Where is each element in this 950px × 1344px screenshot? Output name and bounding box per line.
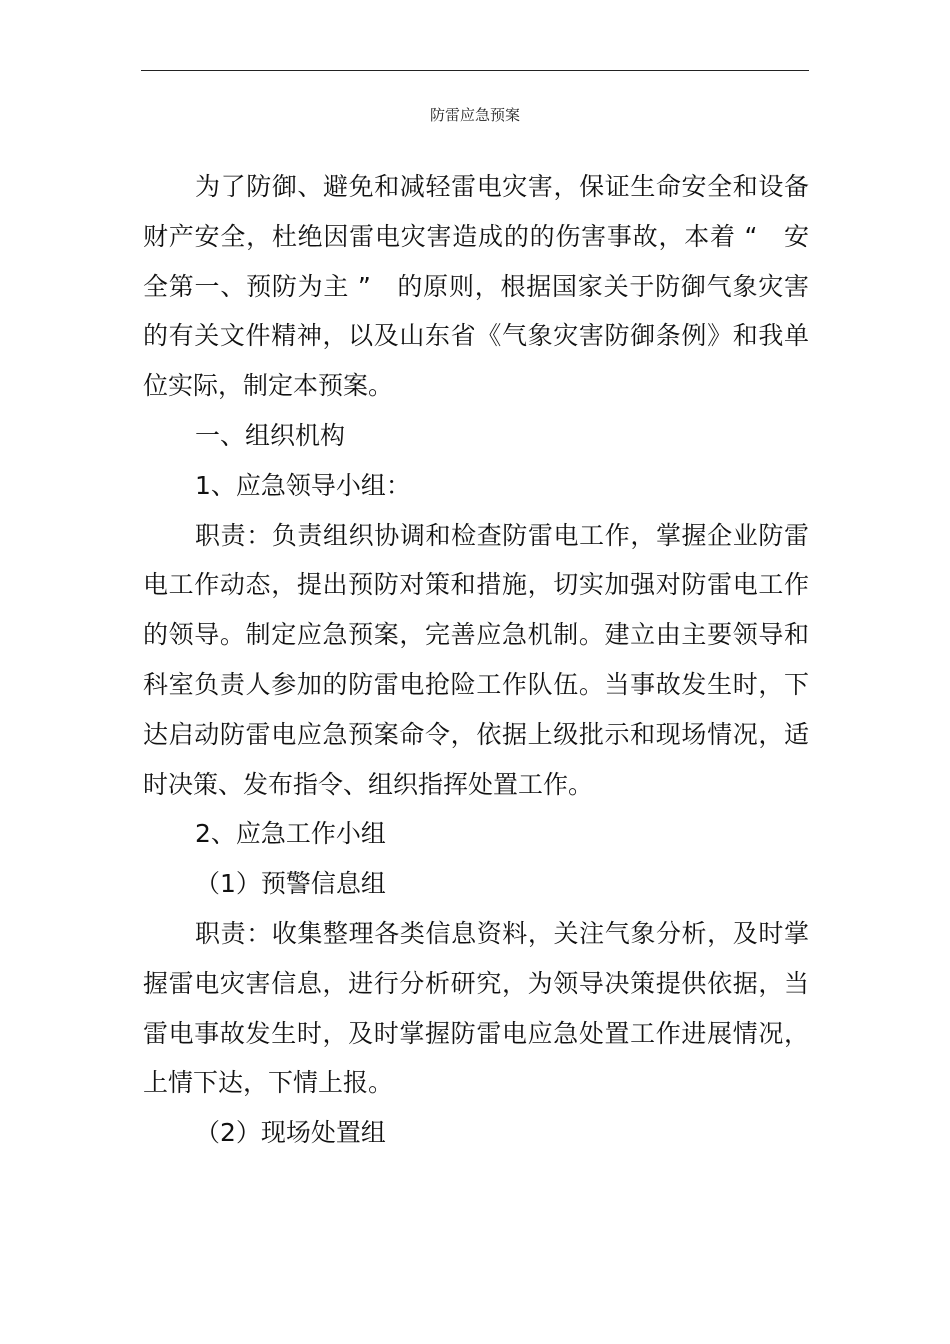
- subsection-heading-work-group: 2、应急工作小组: [195, 819, 386, 849]
- document-body: [143, 162, 809, 1158]
- subsection-heading-onsite-handling-group: （2）现场处置组: [195, 1118, 386, 1148]
- header-title: 防雷应急预案: [429, 106, 520, 124]
- intro-paragraph: 为了防御、避免和减轻雷电灾害，保证生命安全和设备财产安全，杜绝因雷电灾害造成的的伤害事故，本着 “ 安全第一、预防为主 ” 的原则，根据国家关于防御气象灾害的有关文件精神，以及山东省《气象灾害防御条例》和我单位实际，制定本预案。: [143, 172, 809, 401]
- leadership-duties-paragraph: 职责：负责组织协调和检查防雷电工作，掌握企业防雷电工作动态，提出预防对策和措施，切实加强对防雷电工作的领导。制定应急预案，完善应急机制。建立由主要领导和科室负责人参加的防雷电抢险工作队伍。当事故发生时，下达启动防雷电应急预案命令，依据上级批示和现场情况，适时决策、发布指令、组织指挥处置工作。: [143, 520, 809, 799]
- subsection-heading-warning-info-group: （1）预警信息组: [195, 869, 386, 899]
- subsection-heading-leadership-group: 1、应急领导小组：: [195, 470, 411, 500]
- header-rule: [141, 70, 809, 71]
- section-heading-organization: 一、组织机构: [195, 420, 346, 450]
- warning-info-duties-paragraph: 职责：收集整理各类信息资料，关注气象分析，及时掌握雷电灾害信息，进行分析研究，为领导决策提供依据，当雷电事故发生时，及时掌握防雷电应急处置工作进展情况，上情下达，下情上报。: [143, 918, 809, 1098]
